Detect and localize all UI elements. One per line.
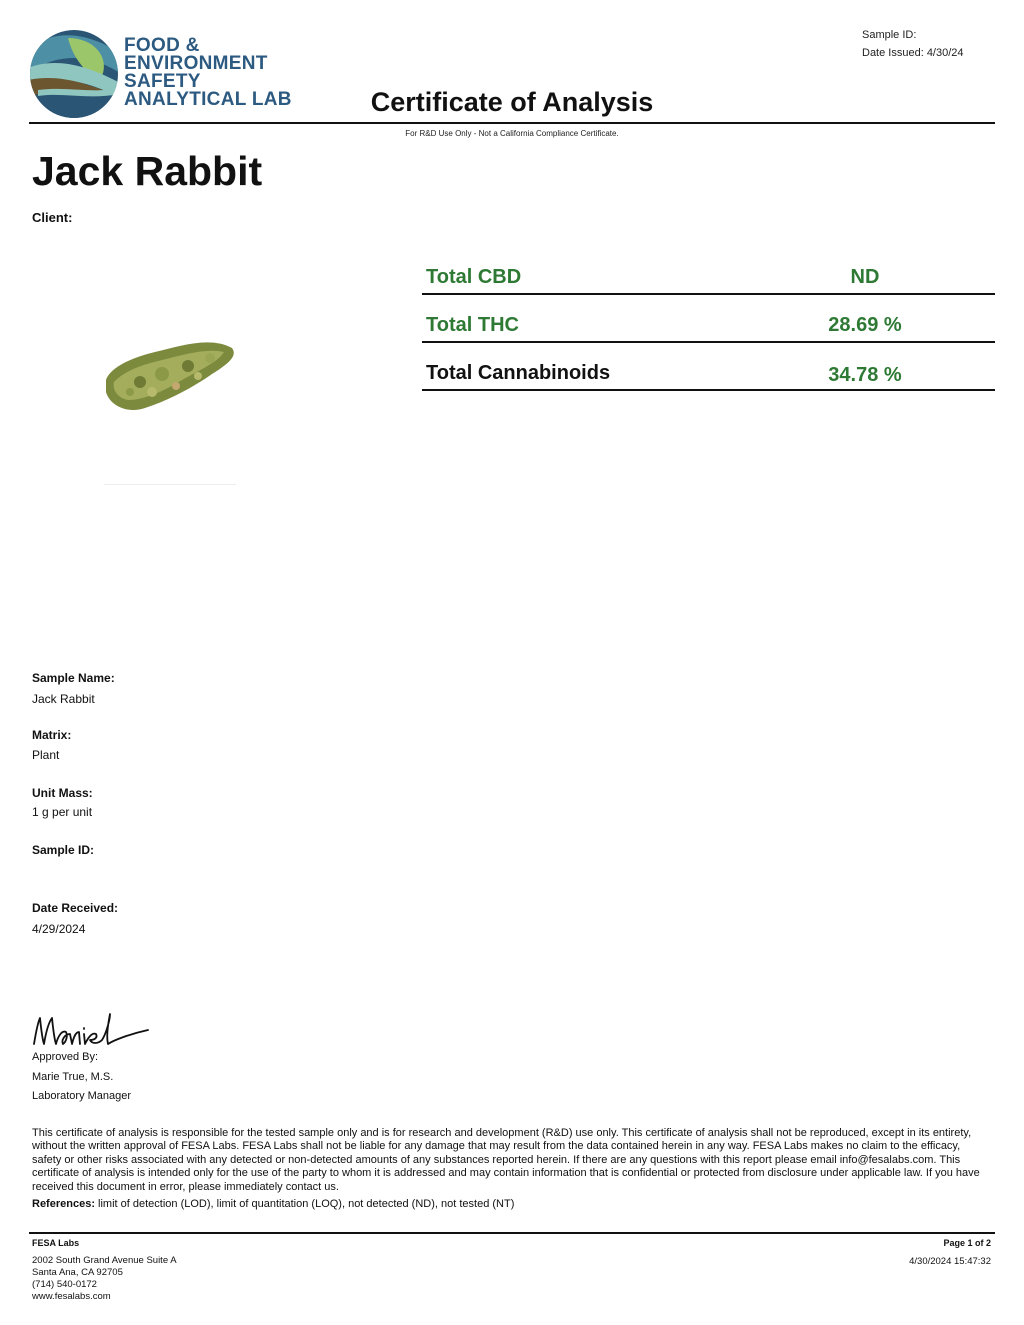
- sample-title: Jack Rabbit: [32, 148, 263, 194]
- sample-name-value: Jack Rabbit: [32, 692, 95, 706]
- approved-by-label: Approved By:: [32, 1051, 99, 1063]
- total-cbd-value: ND: [850, 266, 880, 288]
- date-issued: Date Issued: 4/30/24: [862, 47, 964, 59]
- sample-id-label: Sample ID:: [32, 843, 95, 857]
- summary-divider: [422, 293, 995, 295]
- total-thc-value: 28.69 %: [828, 314, 902, 336]
- footer-timestamp: 4/30/2024 15:47:32: [909, 1256, 991, 1267]
- footer-divider: [29, 1232, 995, 1234]
- summary-divider: [422, 341, 995, 343]
- document-title: Certificate of Analysis: [370, 87, 654, 117]
- signature-icon: [30, 1010, 154, 1052]
- product-image: [100, 330, 240, 420]
- disclaimer-text: This certificate of analysis is responsible for the tested sample only and is for research and development (R&D) use only. This certificate of analysis shall not be reproduced, except in its entirety, without the written approval of FESA Labs. FESA Labs shall not be liable for any damage that may result from the data contained herein in any way. FESA Labs makes no claim to the efficacy, safety or other risks associated with any detected or non-detected amounts of any substances reported herein. If there are any questions with this report please email info@fesalabs.com. This certificate of analysis is intended only for the use of the party to whom it is addressed and may contain information that is confidential or protected from disclosure under applicable law. If you have received this document in error, please immediately contact us.: [32, 1127, 980, 1193]
- page-number: Page 1 of 2: [943, 1238, 991, 1248]
- sample-id-label-top: Sample ID:: [862, 29, 917, 41]
- date-received-label: Date Received:: [32, 901, 119, 915]
- summary-divider: [422, 389, 995, 391]
- footer-website: www.fesalabs.com: [32, 1291, 111, 1302]
- total-cannabinoids-value: 34.78 %: [828, 364, 902, 386]
- logo-line: ANALYTICAL LAB: [124, 89, 292, 110]
- image-baseline: [104, 484, 236, 485]
- sample-name-label: Sample Name:: [32, 671, 115, 685]
- logo-line: ENVIRONMENT: [124, 53, 268, 74]
- logo-line: SAFETY: [124, 71, 201, 92]
- approver-name: Marie True, M.S.: [32, 1071, 114, 1083]
- header-divider: [29, 122, 995, 124]
- total-cannabinoids-label: Total Cannabinoids: [426, 362, 611, 384]
- footer-company: FESA Labs: [32, 1238, 80, 1248]
- compliance-note: For R&D Use Only - Not a California Compliance Certificate.: [405, 129, 619, 138]
- references-text: limit of detection (LOD), limit of quantitation (LOQ), not detected (ND), not tested (NT): [94, 1198, 515, 1210]
- matrix-label: Matrix:: [32, 728, 72, 742]
- references: [32, 1198, 992, 1210]
- unit-mass-value: 1 g per unit: [32, 805, 93, 819]
- references-label: References:: [32, 1198, 95, 1210]
- date-received-value: 4/29/2024: [32, 922, 86, 936]
- client-label: Client:: [32, 210, 73, 225]
- approver-title: Laboratory Manager: [32, 1090, 132, 1102]
- footer-phone: (714) 540-0172: [32, 1279, 97, 1290]
- logo-line: FOOD &: [124, 35, 200, 56]
- footer-address-line2: Santa Ana, CA 92705: [32, 1267, 123, 1278]
- total-thc-label: Total THC: [426, 314, 519, 336]
- footer-address-line1: 2002 South Grand Avenue Suite A: [32, 1255, 177, 1266]
- total-cbd-label: Total CBD: [426, 266, 522, 288]
- matrix-value: Plant: [32, 748, 60, 762]
- unit-mass-label: Unit Mass:: [32, 786, 93, 800]
